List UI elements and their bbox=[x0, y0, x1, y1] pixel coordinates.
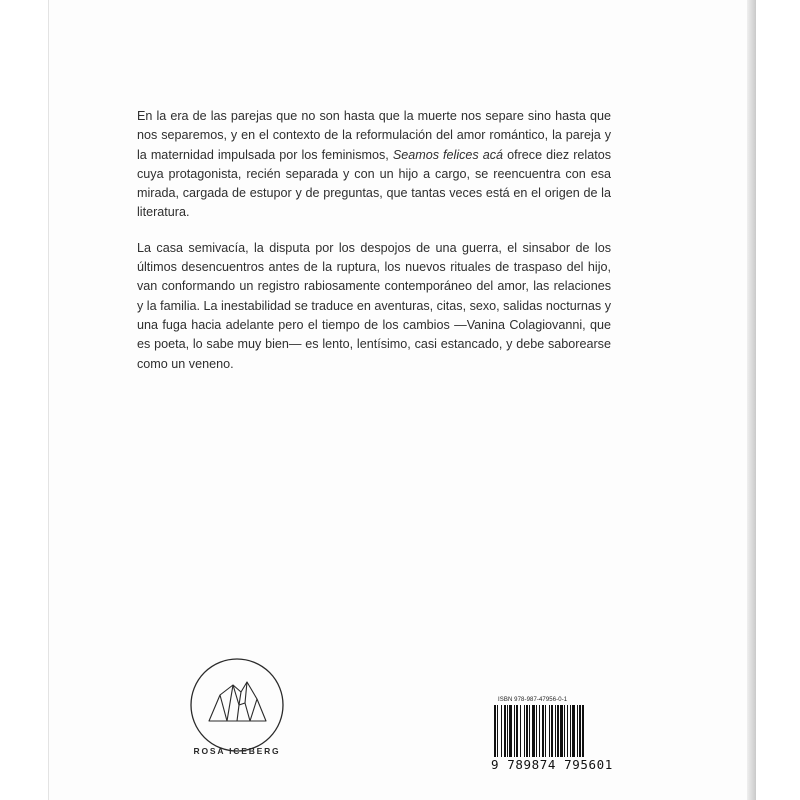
barcode-icon bbox=[494, 705, 616, 761]
book-title: Seamos felices acá bbox=[392, 147, 504, 162]
page-edge-shadow bbox=[747, 0, 756, 800]
iceberg-logo-icon bbox=[187, 655, 287, 755]
isbn-label: ISBN 978-987-47956-0-1 bbox=[498, 697, 568, 703]
blurb-paragraph-2: La casa semivacía, la disputa por los despojos de una guerra, el sinsabor de los últimos desencuentros antes de la ruptura, los nuevos rituales de traspaso del hijo, van conformando un registro rabiosamente contemporáneo del amor, las relaciones y la familia. La inestabilidad se traduce en aventuras, citas, sexo, salidas nocturnas y una fuga hacia adelante pero el tiempo de los cambios —Vanina Colagiovanni, que es poeta, lo sabe muy bien— es lento, lentísimo, casi estancado, y debe saborearse como un veneno. bbox=[137, 240, 611, 371]
blurb-paragraph-1 bbox=[137, 107, 611, 223]
publisher-name: ROSA ICEBERG bbox=[193, 746, 281, 756]
barcode-digits: 9 789874 795601 bbox=[491, 757, 619, 772]
blurb-text: En la era de las parejas que no son hasta que la muerte nos separe sino hasta que nos separemos, y en el contexto de la reformulación del amor romántico, la pareja y la maternidad impulsada por los feminismos, bbox=[137, 109, 611, 162]
blurb-text: ofrece diez relatos cuya protagonista, recién separada y con un hijo a cargo, se reencuentra con esa mirada, cargada de estupor y de preguntas, que tantas veces está en el origen de la literatura. bbox=[137, 147, 612, 220]
back-cover-blurb bbox=[137, 107, 611, 390]
